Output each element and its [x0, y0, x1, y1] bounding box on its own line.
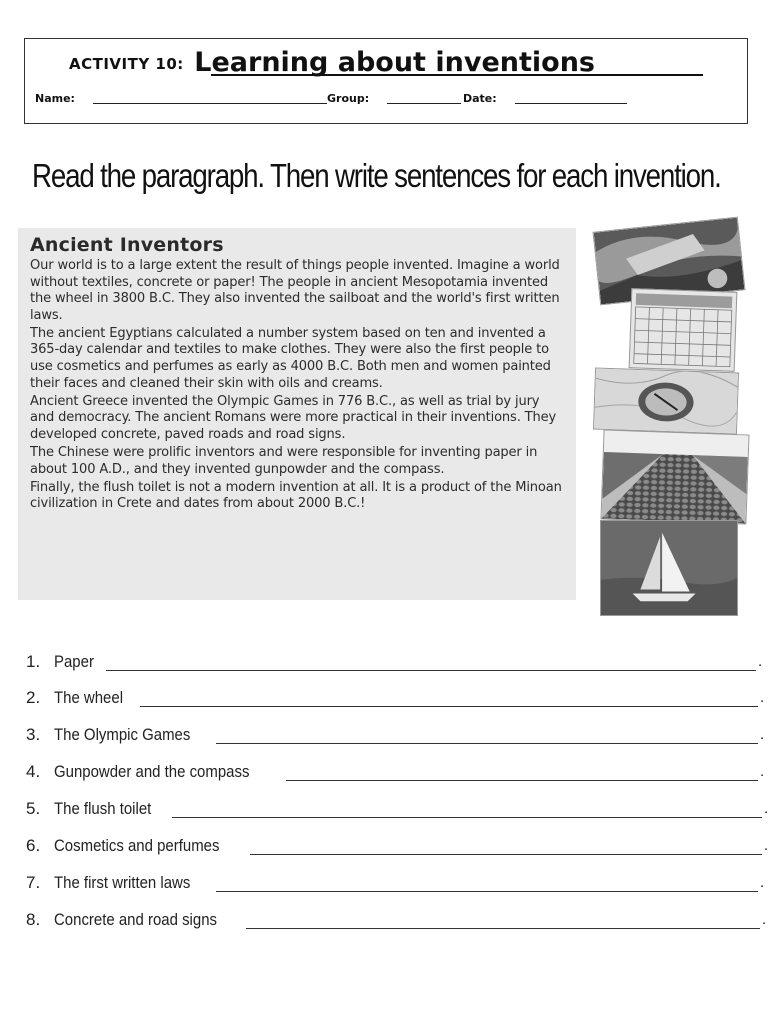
date-label: Date:: [463, 92, 497, 105]
answer-label: Concrete and road signs: [54, 910, 218, 929]
reading-heading: Ancient Inventors: [30, 234, 224, 256]
title-row: [69, 45, 595, 76]
answer-number: 1.: [26, 652, 41, 671]
date-field[interactable]: [515, 103, 627, 104]
answer-number: 6.: [26, 836, 41, 855]
answer-input-gunpowder-compass[interactable]: [286, 760, 758, 781]
answer-item: [26, 650, 763, 674]
answer-terminator: .: [760, 763, 765, 780]
answer-label: Paper: [54, 652, 94, 671]
answer-number: 8.: [26, 910, 41, 929]
answer-label: The flush toilet: [54, 799, 152, 818]
paved-road-photo: [600, 429, 749, 524]
compass-photo: [593, 368, 739, 435]
group-label: Group:: [327, 92, 370, 105]
answer-item: [26, 797, 768, 821]
answer-input-written-laws[interactable]: [216, 871, 758, 892]
group-field[interactable]: [387, 103, 461, 104]
answer-input-wheel[interactable]: [140, 686, 758, 707]
activity-label: ACTIVITY 10:: [69, 55, 184, 73]
answer-item: [26, 686, 765, 710]
reading-paragraph: The ancient Egyptians calculated a number system based on ten and invented a 365-day calendar and textiles to make clothes. They were also the first people to use cosmetics and perfumes as early as 4000 B.C. Both men and women painted their faces and cleaned their skin with oils and creams.: [30, 325, 551, 391]
answer-input-olympic-games[interactable]: [216, 723, 758, 744]
answer-item: [26, 723, 765, 747]
answer-item: [26, 760, 765, 784]
answer-number: 7.: [26, 873, 41, 892]
answer-number: 4.: [26, 762, 41, 781]
answer-terminator: .: [760, 689, 765, 706]
answer-number: 2.: [26, 688, 41, 707]
answer-label: The wheel: [54, 688, 124, 707]
calendar-photo: [629, 288, 738, 372]
answer-label: Cosmetics and perfumes: [54, 836, 220, 855]
activity-header: [24, 38, 748, 124]
answer-terminator: .: [760, 726, 765, 743]
answer-input-flush-toilet[interactable]: [172, 797, 762, 818]
answer-number: 3.: [26, 725, 41, 744]
answer-input-cosmetics-perfumes[interactable]: [250, 834, 762, 855]
answer-item: [26, 871, 765, 895]
answer-number: 5.: [26, 799, 41, 818]
answer-item: [26, 834, 768, 858]
answer-label: The Olympic Games: [54, 725, 191, 744]
answer-terminator: .: [760, 874, 765, 891]
answer-terminator: .: [762, 911, 767, 928]
answer-input-concrete-road-signs[interactable]: [246, 908, 760, 929]
activity-title: Learning about inventions: [194, 47, 595, 78]
reading-paragraph: The Chinese were prolific inventors and were responsible for inventing paper in about 100 A.D., and they invented gunpowder and the compass.: [30, 445, 538, 477]
answer-terminator: .: [764, 800, 768, 817]
reading-passage: [18, 228, 576, 600]
reading-paragraph: Our world is to a large extent the result of things people invented. Imagine a world without textiles, concrete or paper! The people in ancient Mesopotamia invented the wheel in 3800 B.C. They also invented the sailboat and the world's first written laws.: [30, 258, 560, 323]
answer-terminator: .: [764, 837, 768, 854]
answer-input-paper[interactable]: [106, 650, 756, 671]
answer-label: The first written laws: [54, 873, 191, 892]
instruction-text: Read the paragraph. Then write sentences for each invention.: [32, 157, 721, 194]
title-underline: [211, 74, 703, 76]
answer-label: Gunpowder and the compass: [54, 762, 250, 781]
reading-paragraph: Ancient Greece invented the Olympic Games in 776 B.C., as well as trial by jury and democracy. The ancient Romans were more practical in their inventions. They developed concrete, paved roads and road signs.: [30, 393, 557, 442]
name-label: Name:: [35, 92, 75, 105]
student-info-fields: [35, 89, 735, 111]
sailboat-photo: [600, 520, 738, 616]
reading-paragraph: Finally, the flush toilet is not a modern invention at all. It is a product of the Minoan civilization in Crete and dates from about 2000 B.C.!: [30, 479, 562, 512]
name-field[interactable]: [93, 103, 327, 104]
answer-item: [26, 908, 767, 932]
answer-terminator: .: [758, 653, 763, 670]
